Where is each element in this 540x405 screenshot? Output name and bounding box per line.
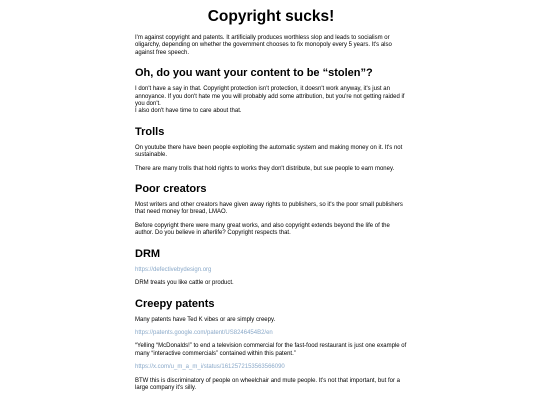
article xyxy=(135,0,407,392)
patent-link-paragraph xyxy=(135,330,407,337)
poor-creators-paragraph-1: Most writers and other creators have given away rights to publishers, so it's the poor small publishers that need money for bread, LMAO. xyxy=(135,202,403,216)
heading-stolen: Oh, do you want your content to be “stolen”? xyxy=(135,67,373,80)
drm-paragraph: DRM treats you like cattle or product. xyxy=(135,280,234,287)
page-title: Copyright sucks! xyxy=(207,8,335,25)
stolen-text-2: I also don't have time to care about that. xyxy=(135,108,242,115)
heading-poor-creators: Poor creators xyxy=(135,183,207,196)
patent-link[interactable]: https://patents.google.com/patent/US8246454B2/en xyxy=(135,329,273,336)
heading-trolls: Trolls xyxy=(135,125,165,138)
trolls-paragraph-2: There are many trolls that hold rights to works they don't distribute, but sue people to earn money. xyxy=(135,165,395,172)
heading-drm: DRM xyxy=(135,247,161,260)
drm-link[interactable]: https://defectivebydesign.org xyxy=(135,266,212,273)
heading-creepy-patents: Creepy patents xyxy=(135,297,215,310)
patent-quote: “Yelling “McDonalds!” to end a television commercial for the fast-food restaurant is just one example of many “interactive commercials” contained within this patent.” xyxy=(135,343,407,357)
poor-creators-paragraph-2: Before copyright there were many great works, and also copyright extends beyond the life of the author. Do you believe in afterlife? Copyright respects that. xyxy=(135,222,390,237)
drm-link-paragraph xyxy=(135,267,407,274)
tweet-link-paragraph xyxy=(135,364,407,371)
tweet-link[interactable]: https://x.com/u_m_a_m_i/status/1612572153563566090 xyxy=(135,364,285,371)
intro-paragraph: I'm against copyright and patents. It artificially produces worthless slop and leads to socialism or oligarchy, depending on whether the government chooses to fix monopoly every 5 years. It's also against free speech. xyxy=(135,35,392,56)
stolen-text-1: I don't have a say in that. Copyright protection isn't protection, it doesn't work anyway, it's just an annoyance. If you don't hate me you will probably add some attribution, but you're not getting raided if you don't. xyxy=(135,86,405,108)
creepy-patents-paragraph-1: Many patents have Ted K vibes or are simply creepy. xyxy=(135,316,276,323)
stolen-paragraph xyxy=(135,86,407,116)
trolls-paragraph-1: On youtube there have been people exploiting the automatic system and making money on it. It's not sustainable. xyxy=(135,144,403,159)
creepy-patents-paragraph-2: BTW this is discriminatory of people on wheelchair and mute people. It's not that important, but for a large company it's silly. xyxy=(135,377,400,391)
